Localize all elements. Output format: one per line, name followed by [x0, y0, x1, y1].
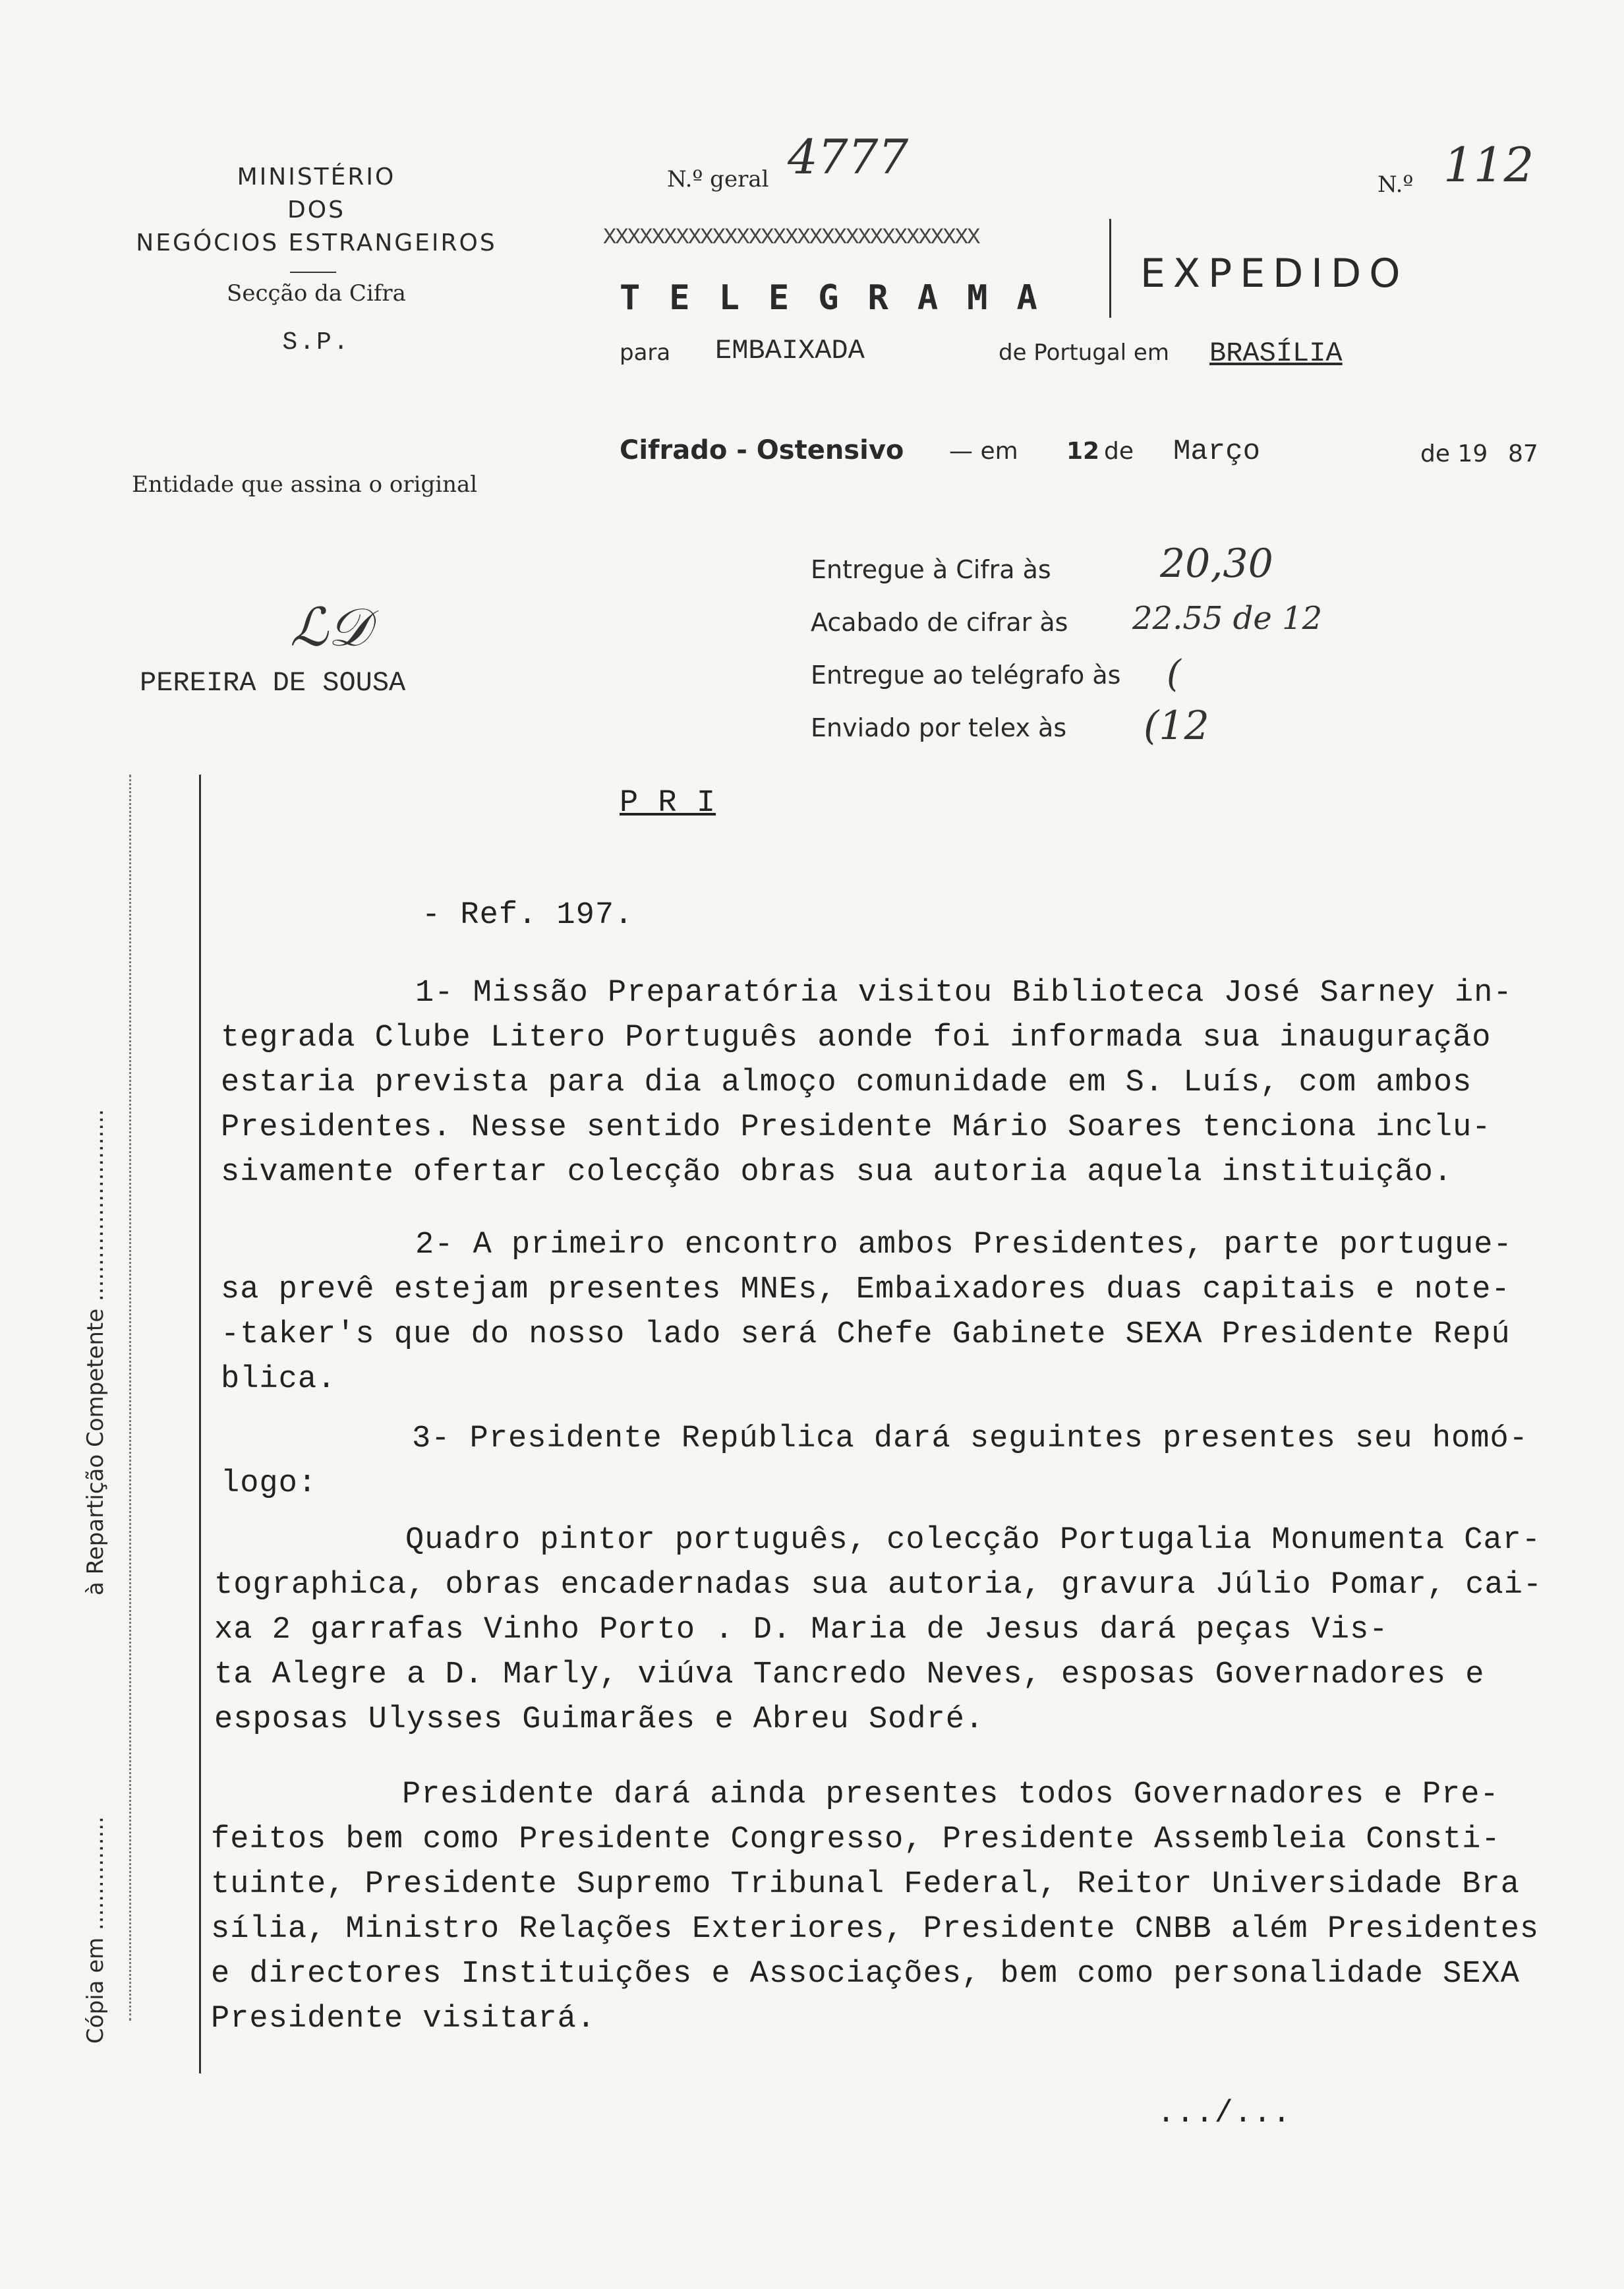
status-expedido: EXPEDIDO: [1140, 251, 1408, 297]
timeline-value-1: 20,30: [1160, 541, 1273, 587]
header-brace: [1109, 219, 1115, 318]
ministry-line-3: NEGÓCIOS ESTRANGEIROS: [136, 229, 497, 256]
margin-solid-line: [199, 775, 201, 2073]
continuation-mark: .../...: [1157, 2096, 1292, 2131]
number-value: 112: [1443, 137, 1534, 193]
de-value: BRASÍLIA: [1209, 338, 1343, 369]
signatory-label: Entidade que assina o original: [132, 471, 478, 498]
timeline-label-3: Entregue ao telégrafo às: [811, 661, 1121, 690]
dispatch-type: Cifrado - Ostensivo: [620, 435, 904, 465]
margin-copia: Cópia em ................: [82, 1816, 109, 2044]
geral-value: 4777: [788, 129, 909, 185]
ministry-line-1: MINISTÉRIO: [237, 164, 396, 191]
p2-line-3: -taker's que do nosso lado será Chefe Gabinete SEXA Presidente Repú: [221, 1317, 1511, 1352]
geral-label: N.º geral: [667, 166, 769, 193]
p1-line-1: 1- Missão Preparatória visitou Biblioteca José Sarney in-: [415, 976, 1513, 1011]
ministry-line-2: DOS: [287, 196, 345, 223]
p2-line-2: sa prevê estejam presentes MNEs, Embaixadores duas capitais e note-: [221, 1272, 1511, 1307]
section-code: S.P.: [282, 328, 351, 357]
dispatch-year-value: 87: [1508, 440, 1538, 467]
p5-line-5: e directores Instituições e Associações, bem como personalidade SEXA: [211, 1957, 1520, 1992]
reference: - Ref. 197.: [422, 898, 634, 933]
p2-line-1: 2- A primeiro encontro ambos Presidentes, parte portugue-: [415, 1228, 1513, 1263]
number-label: N.º: [1378, 171, 1414, 198]
timeline-value-2: 22.55 de 12: [1132, 600, 1323, 637]
timeline-value-4: (12: [1144, 703, 1209, 749]
p5-line-6: Presidente visitará.: [211, 2002, 596, 2036]
margin-reparticao: à Repartição Competente ...........................: [82, 1109, 109, 1595]
p5-line-4: sília, Ministro Relações Exteriores, Presidente CNBB além Presidentes: [211, 1912, 1540, 1947]
signatory-name: PEREIRA DE SOUSA: [140, 667, 406, 699]
p4-line-5: esposas Ulysses Guimarães e Abreu Sodré.: [214, 1702, 985, 1737]
p1-line-2: tegrada Clube Litero Português aonde foi informada sua inauguração: [221, 1021, 1492, 1055]
timeline-label-4: Enviado por telex às: [811, 713, 1067, 742]
p2-line-4: blica.: [221, 1362, 337, 1397]
para-label: para: [620, 340, 671, 366]
dispatch-em: — em: [949, 438, 1018, 465]
p3-line-1: 3- Presidente República dará seguintes presentes seu homó-: [412, 1421, 1528, 1456]
p1-line-3: estaria prevista para dia almoço comunidade em S. Luís, com ambos: [221, 1065, 1472, 1100]
margin-dotted-line: [129, 775, 131, 2021]
telegram-title: TELEGRAMA: [620, 278, 1066, 318]
p4-line-3: xa 2 garrafas Vinho Porto . D. Maria de Jesus dará peças Vis-: [214, 1613, 1389, 1648]
para-value: EMBAIXADA: [715, 335, 865, 367]
dispatch-month: Março: [1173, 435, 1261, 468]
dispatch-de: de: [1104, 438, 1134, 465]
p4-line-2: tographica, obras encadernadas sua autoria, gravura Júlio Pomar, cai-: [214, 1568, 1543, 1603]
ministry-divider: [290, 272, 336, 273]
p1-line-4: Presidentes. Nesse sentido Presidente Mário Soares tenciona inclu-: [221, 1110, 1492, 1145]
p5-line-1: Presidente dará ainda presentes todos Governadores e Pre-: [402, 1777, 1499, 1812]
section-name: Secção da Cifra: [227, 280, 406, 307]
timeline-label-1: Entregue à Cifra às: [811, 555, 1051, 584]
p5-line-2: feitos bem como Presidente Congresso, Presidente Assembleia Consti-: [211, 1822, 1501, 1857]
timeline-label-2: Acabado de cifrar às: [811, 608, 1068, 637]
p5-line-3: tuinte, Presidente Supremo Tribunal Federal, Reitor Universidade Bra: [211, 1867, 1520, 1902]
priority-marker: P R I: [620, 786, 716, 821]
p1-line-5: sivamente ofertar colecção obras sua autoria aquela instituição.: [221, 1155, 1453, 1190]
struck-out-line: XXXXXXXXXXXXXXXXXXXXXXXXXXXXXXX: [603, 225, 979, 251]
p4-line-4: ta Alegre a D. Marly, viúva Tancredo Neves, esposas Governadores e: [214, 1657, 1485, 1692]
dispatch-year-label: de 19: [1420, 440, 1488, 467]
signatory-initials: ℒ𝒟: [290, 597, 370, 658]
p3-line-2: logo:: [221, 1466, 318, 1501]
dispatch-day: 12: [1066, 438, 1100, 465]
p4-line-1: Quadro pintor português, colecção Portugalia Monumenta Car-: [405, 1523, 1542, 1558]
de-label: de Portugal em: [999, 340, 1169, 366]
timeline-value-3: (: [1167, 653, 1181, 696]
